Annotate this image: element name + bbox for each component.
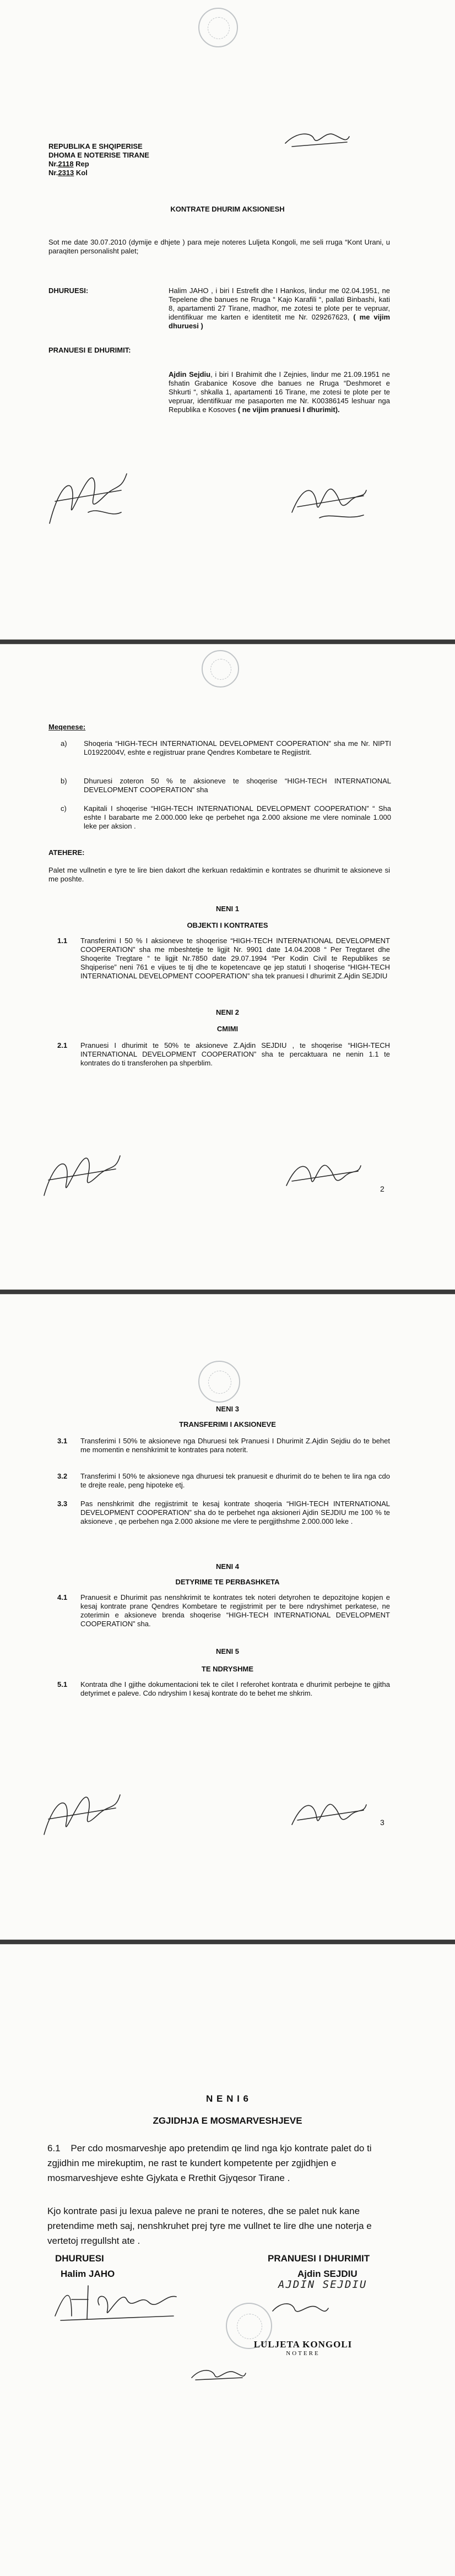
notary-name: LULJETA KONGOLI (253, 2339, 353, 2350)
rep-number: Nr.2118 Rep (48, 160, 89, 168)
article-text: Pranuesit e Dhurimit pas nenshkrimit te kontrates tek noteri detyrohen te depozitojne kopjen e kesaj kontrate prane Qendres Kombetare te regjistrimit per te bere ndryshimet perkatese, ne zoterimin e aksioneve brenda shoqerise “HIGH-TECH INTERNATIONAL DEVELOPMENT COOPERATION” sha. (80, 1593, 390, 1628)
article-1-1 (57, 937, 390, 997)
dhuruesi-name: Halim JAHO (61, 2269, 115, 2279)
letterhead-line-1: REPUBLIKA E SHQIPERISE (48, 142, 143, 150)
neni4-subheading: DETYRIME TE PERBASHKETA (175, 1578, 280, 1586)
neni4-heading: NENI 4 (216, 1562, 239, 1571)
notary-signature (187, 2363, 248, 2385)
article-number: 2.1 (57, 1041, 68, 1049)
atehere-heading: ATEHERE: (48, 848, 85, 857)
dhuruesi-signature (39, 457, 132, 534)
article-text: Transferimi I 50% te aksioneve nga Dhuruesi tek Pranuesi I Dhurimit Z.Ajdin Sejdiu do te behet me momentin e nenshkrimit te kontrates para noterit. (80, 1437, 390, 1454)
neni1-subheading: OBJEKTI I KONTRATES (187, 921, 268, 929)
notary-stamp (248, 2339, 358, 2357)
recital-text: Kapitali I shoqerise “HIGH-TECH INTERNATIONAL DEVELOPMENT COOPERATION” “ Sha eshte I barabarte me 2.000.000 leke qe perbehet nga 2.000 aksione me vlere nominale 1.000 leke per aksion . (84, 804, 391, 830)
article-text: Transferimi I 50 % I aksioneve te shoqerise “HIGH-TECH INTERNATIONAL DEVELOPMENT COOPERATION” sha me mbeshtetje te ligjit Nr. 9901 date 14.04.2008 “ Per Tregtaret dhe Shoqerite Tregtare “ te ligjit Nr.7850 date 29.07.1994 “Per Kodin Civil te Republikes se Shqiperise” neni 761 e vijues te tij dhe te kopetencave qe jep statuti I shoqerise “HIGH-TECH INTERNATIONAL DEVELOPMENT COOPERATION” sha tek pranuesi I dhurimit Z.Ajdin SEJDIU (80, 937, 390, 980)
recital-text: Shoqeria “HIGH-TECH INTERNATIONAL DEVELOPMENT COOPERATION” sha me Nr. NIPTI L01922004V, eshte e regjistruar prane Qendres Kombetare te Regjistrit. (84, 739, 391, 756)
article-number: 3.1 (57, 1437, 68, 1445)
contract-page-2 (0, 645, 455, 1289)
dhuruesi-final-signature (50, 2277, 182, 2327)
meqenese-heading: Meqenese: (48, 723, 86, 731)
pranuesi-details: Ajdin Sejdiu, i biri I Brahimit dhe I Zejnies, lindur me 21.09.1951 ne fshatin Grabanice Kosove dhe banues ne Rruga “Deshmoret e Shkurti “, shkalla 1, apartamenti 16 Tirane, me zotesi te plote per te vepruar, identifikuar me pasaporten me Nr. K00386145 leshuar nga Republika e Kosoves ( ne vijim pranuesi I dhurimit). (169, 370, 390, 414)
pranuesi-final-signature (270, 2297, 331, 2319)
notary-seal-icon (198, 8, 238, 47)
pranuesi-signature (286, 474, 369, 529)
contract-title: KONTRATE DHURIM AKSIONESH (170, 205, 285, 213)
article-number: 5.1 (57, 1680, 68, 1689)
letterhead-line-2: DHOMA E NOTERISE TIRANE (48, 151, 149, 159)
dhuruesi-signature (33, 1779, 121, 1846)
contract-page-4 (0, 1945, 455, 2576)
neni6-heading: N E N I 6 (206, 2093, 249, 2104)
article-text: Per cdo mosmarveshje apo pretendim qe lind nga kjo kontrate palet do ti zgjidhin me mirekuptim, ne rast te kundert kompetente per zgjidhjen e mosmarveshjeve eshte Gjykata e Rrethit Gjyqesor Tirane . (47, 2143, 372, 2183)
article-number: 3.2 (57, 1472, 68, 1480)
page-number: 3 (380, 1818, 384, 1827)
article-2-1 (57, 1041, 390, 1074)
contract-page-3 (0, 1295, 455, 1939)
article-text: Kontrata dhe I gjithe dokumentacioni tek te cilet I referohet kontrata e dhurimit perbejne te gjitha detyrimet e paleve. Cdo ndryshim I kesaj kontrate do te behet me shkrim. (80, 1680, 390, 1697)
intro-paragraph: Sot me date 30.07.2010 (dymije e dhjete ) para meje noteres Luljeta Kongoli, me seli rruga “Kont Urani, u paraqiten personalisht palet; (48, 238, 390, 255)
closing-paragraph: Kjo kontrate pasi ju lexua paleve ne prani te noteres, dhe se palet nuk kane pretendime meth saj, nenshkruhet prej tyre me vullnet te lire dhe une noterja e vertetoj rregullsht ate . (47, 2206, 372, 2246)
notary-seal-icon (202, 650, 239, 688)
recital-label: c) (61, 804, 67, 813)
recital-b (61, 777, 391, 799)
dhuruesi-details: Halim JAHO , i biri I Estrefit dhe I Hankos, lindur me 02.04.1951, ne Tepelene dhe banues ne Rruga “ Kajo Karafili “, pallati Binbashi, kati 8, apartamenti 27 Tirane, madhor, me zotesi te plote per te vepruar, identifikuar me karten e identitetit me Nr. 029267623, ( me vijim dhuruesi ) (169, 286, 391, 330)
article-3-2 (57, 1472, 390, 1492)
pranuesi-label: PRANUESI E DHURIMIT: (48, 346, 131, 354)
neni3-subheading: TRANSFERIMI I AKSIONEVE (179, 1420, 276, 1428)
neni2-subheading: CMIMI (216, 1025, 239, 1033)
pranuesi-handwritten-name: AJDIN SEJDIU (278, 2279, 367, 2291)
article-number: 6.1 (47, 2143, 61, 2153)
notary-seal-icon (198, 1361, 240, 1403)
article-3-1 (57, 1437, 390, 1465)
dhuruesi-label: DHURUESI: (48, 286, 89, 295)
kol-number: Nr.2313 Kol (48, 169, 88, 177)
notary-title: NOTERE (286, 2350, 320, 2357)
neni3-heading: NENI 3 (216, 1405, 239, 1413)
pranuesi-signature (286, 1790, 369, 1840)
neni1-heading: NENI 1 (216, 905, 239, 913)
contract-page-1 (0, 0, 455, 639)
article-number: 4.1 (57, 1593, 68, 1601)
recital-a (61, 739, 391, 771)
neni6-subheading: ZGJIDHJA E MOSMARVESHJEVE (153, 2115, 302, 2126)
neni5-heading: NENI 5 (216, 1647, 239, 1655)
article-4-1 (57, 1593, 390, 1638)
article-text: Pas nenshkrimit dhe regjistrimit te kesaj kontrate shoqeria “HIGH-TECH INTERNATIONAL DEVELOPMENT COOPERATION” sha do te perbehet nga aksioneri Ajdin SEJDIU me 100 % te aksioneve , qe perbehen nga 2.000 aksione me vlere te pergjithshme 2.000.000 leke . (80, 1500, 390, 1525)
article-text: Pranuesi I dhurimit te 50% te aksioneve Z.Ajdin SEJDIU , te shoqerise “HIGH-TECH INTERNATIONAL DEVELOPMENT COOPERATION” sha te percaktuara ne nenin 1.1 te kontrates do ti transferohen pa shperblim. (80, 1041, 390, 1067)
letterhead (48, 142, 149, 177)
dhuruesi-signature (33, 1140, 121, 1206)
pranuesi-signature (281, 1151, 364, 1201)
pranuesi-name: Ajdin SEJDIU (297, 2269, 358, 2279)
article-6-1 (47, 2141, 403, 2185)
article-number: 3.3 (57, 1500, 68, 1508)
recital-label: b) (61, 777, 67, 785)
article-number: 1.1 (57, 937, 68, 945)
article-5-1 (57, 1680, 390, 1709)
recital-label: a) (61, 739, 67, 748)
neni2-heading: NENI 2 (216, 1008, 239, 1016)
pranuesi-heading: PRANUESI I DHURIMIT (268, 2253, 370, 2264)
page-number: 2 (380, 1184, 384, 1193)
recital-text: Dhuruesi zoteron 50 % te aksioneve te shoqerise “HIGH-TECH INTERNATIONAL DEVELOPMENT COOPERATION” sha (84, 777, 391, 794)
palet-paragraph: Palet me vullnetin e tyre te lire bien dakort dhe kerkuan redaktimin e kontrates se dhurimit te aksioneve si me poshte. (48, 866, 390, 883)
article-3-3 (57, 1500, 390, 1537)
notary-initials-signature (281, 127, 353, 151)
recital-c (61, 804, 391, 837)
dhuruesi-heading: DHURUESI (55, 2253, 104, 2264)
neni5-subheading: TE NDRYSHME (201, 1665, 254, 1673)
article-text: Transferimi I 50% te aksioneve nga dhuruesi tek pranuesit e dhurimit do te behen te lira nga cdo te drejte reale, peng hipoteke etj. (80, 1472, 390, 1489)
